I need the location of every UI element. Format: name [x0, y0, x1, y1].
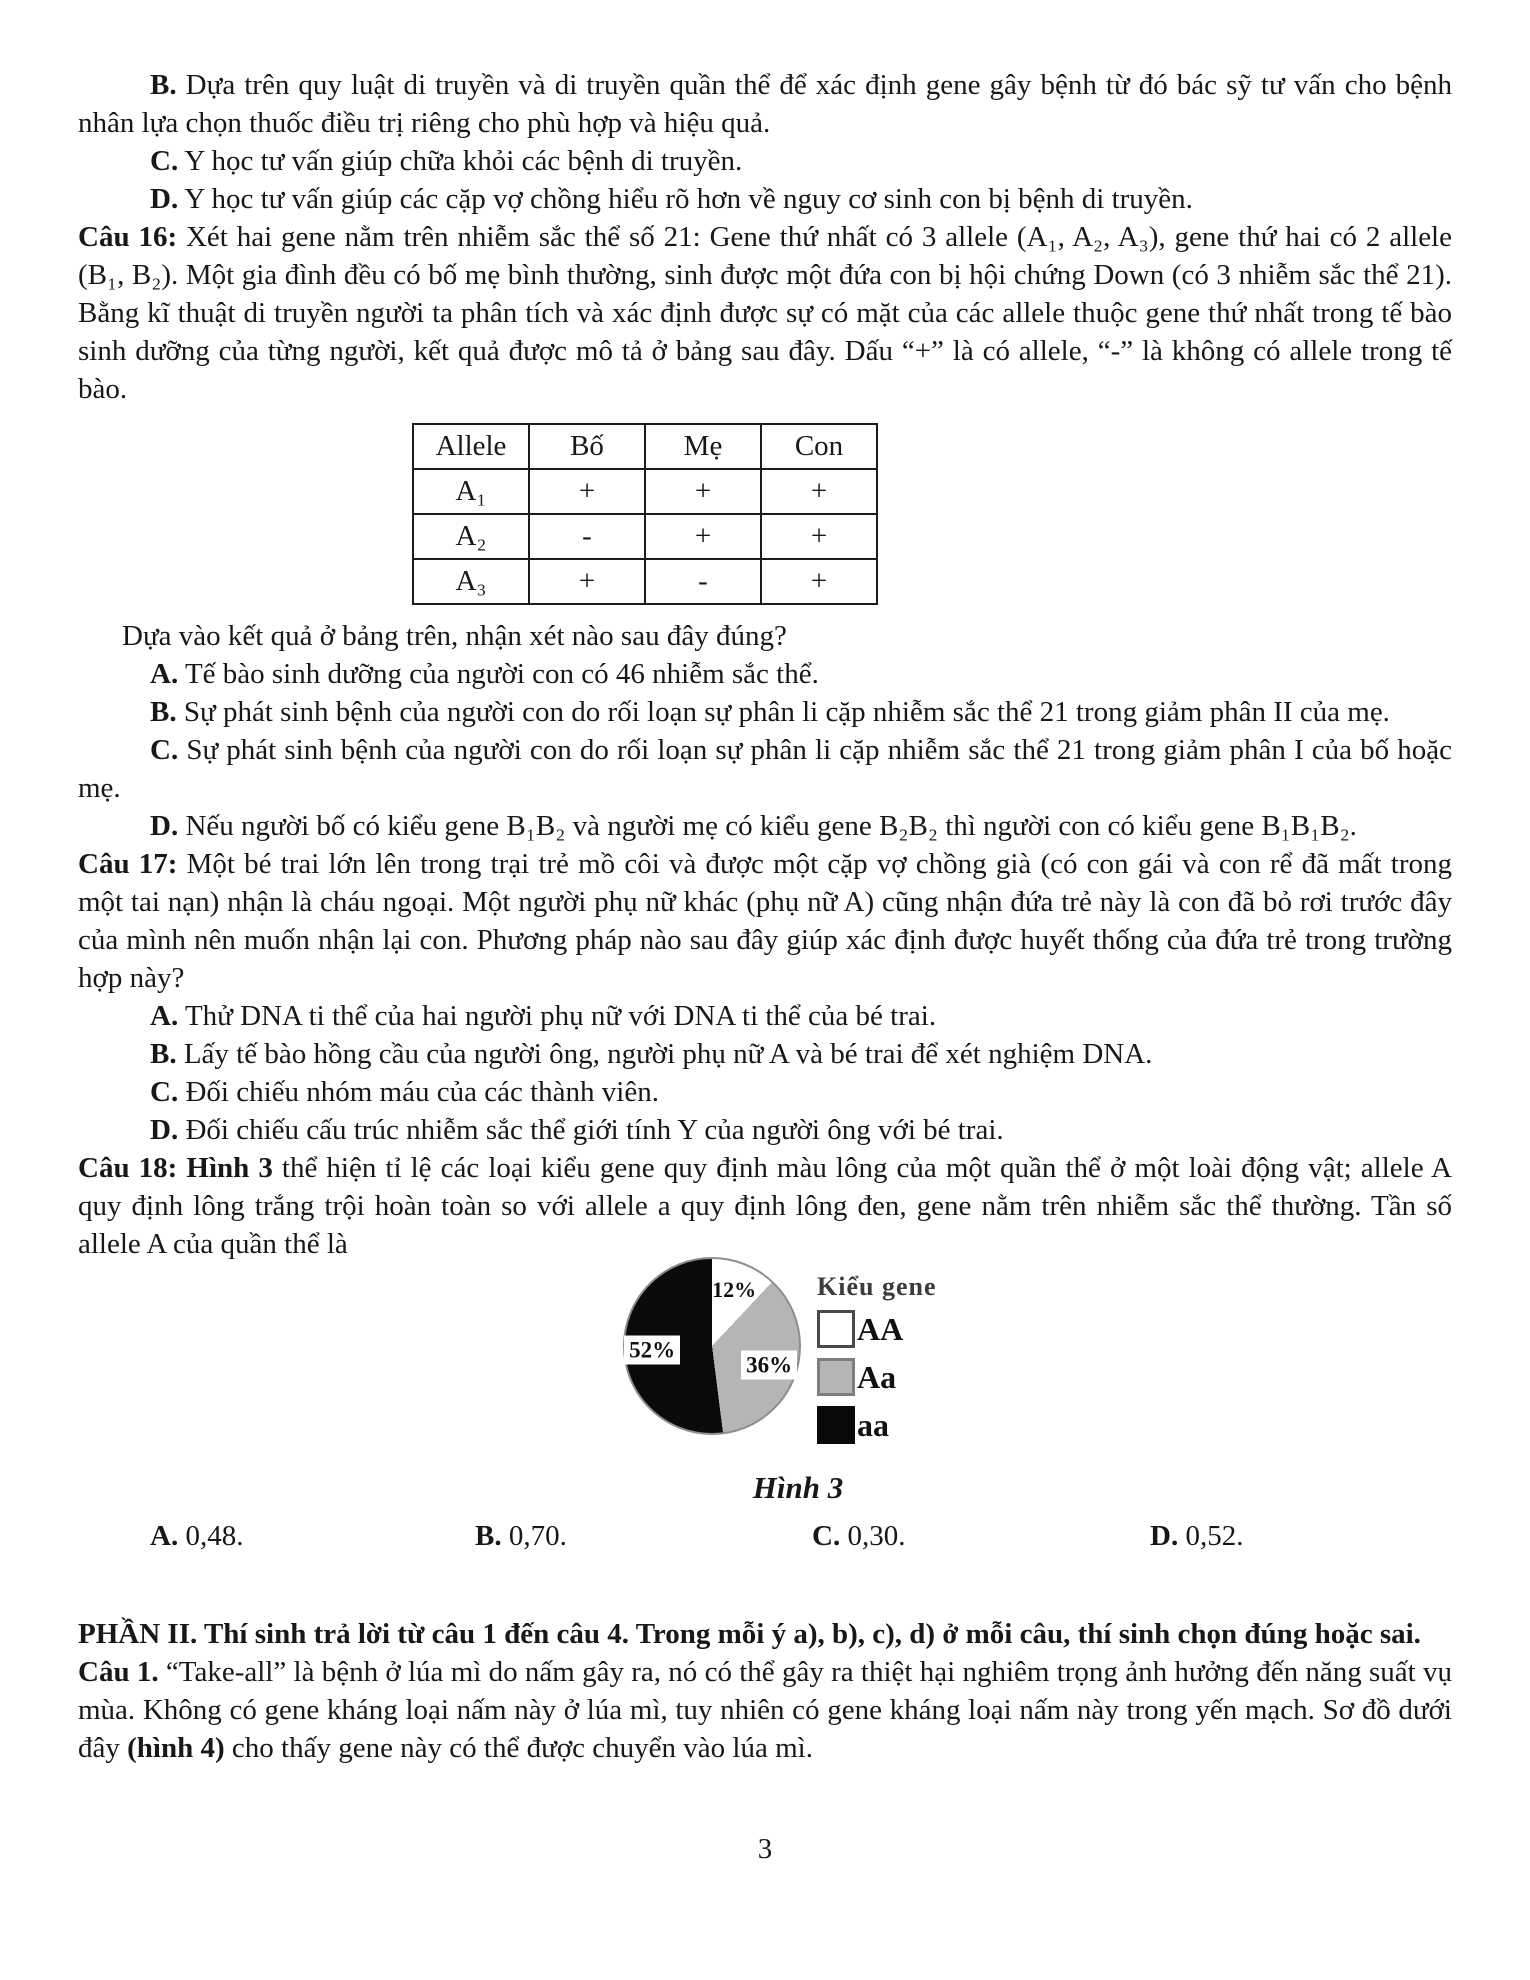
legend-item-Aa [817, 1357, 937, 1397]
question-16-prompt: Dựa vào kết quả ở bảng trên, nhận xét nào sau đây đúng? [122, 620, 787, 652]
question-17-text: Một bé trai lớn lên trong trại trẻ mồ côi và được một cặp vợ chồng già (có con gái và con rể đã mất trong một tai nạn) nhận là cháu ngoại. Một người phụ nữ khác (phụ nữ A) cũng nhận đứa trẻ này là con đã bỏ rơi trước đây của mình nên muốn nhận lại con. Phương pháp nào sau đây giúp xác định được huyết thống của đứa trẻ trong trường hợp này? [78, 848, 1453, 994]
table-cell: + [645, 469, 761, 514]
legend-label-aa: aa [857, 1407, 889, 1443]
option-label: C. [812, 1520, 841, 1552]
allele-table-header: Bố [529, 424, 645, 469]
figure-4-reference: (hình 4) [127, 1732, 225, 1764]
pie-legend [817, 1257, 937, 1453]
table-cell: + [529, 559, 645, 604]
option-text: 0,48. [185, 1520, 244, 1552]
table-cell: - [645, 559, 761, 604]
legend-item-aa [817, 1405, 937, 1445]
option-label: B. [475, 1520, 502, 1552]
pie-chart [623, 1257, 801, 1435]
option-label: C. [150, 1076, 179, 1108]
legend-title: Kiểu gene [817, 1272, 937, 1301]
allele-table-header: Con [761, 424, 877, 469]
prev-option-b [78, 66, 1452, 142]
option-text: Đối chiếu nhóm máu của các thành viên. [185, 1076, 659, 1108]
legend-item-AA [817, 1309, 937, 1349]
question-16-text: Xét hai gene nằm trên nhiễm sắc thể số 21: Gene thứ nhất có 3 allele (A₁, A₂, A₃), gene thứ hai có 2 allele (B₁, B₂). Một gia đình đều có bố mẹ bình thường, sinh được một đứa con bị hội chứng Down (có 3 nhiễm sắc thể 21). Bằng kĩ thuật di truyền người ta phân tích và xác định được sự có mặt của các allele thuộc gene thứ nhất trong tế bào sinh dưỡng của từng người, kết quả được mô tả ở bảng sau đây. Dấu “+” là có allele, “-” là không có allele trong tế bào. [78, 221, 1452, 405]
question-17-option-a [78, 997, 1452, 1035]
prev-option-d [78, 180, 1452, 218]
option-label: B. [150, 696, 177, 728]
table-cell: + [761, 469, 877, 514]
option-label: D. [150, 183, 179, 215]
question-18-stem [78, 1149, 1452, 1263]
answer-option-b [475, 1517, 567, 1555]
table-row [413, 514, 877, 559]
table-cell: A₃ [413, 559, 529, 604]
option-text: Y học tư vấn giúp các cặp vợ chồng hiểu rõ hơn về nguy cơ sinh con bị bệnh di truyền. [184, 183, 1193, 215]
table-cell: + [761, 559, 877, 604]
part2-question-1 [78, 1653, 1452, 1767]
question-16-option-a [78, 655, 1452, 693]
question-17-option-b [78, 1035, 1452, 1073]
option-label: C. [150, 145, 179, 177]
option-text: 0,52. [1185, 1520, 1244, 1552]
question-18-label: Câu 18: [78, 1152, 178, 1184]
legend-swatch-Aa [817, 1358, 855, 1396]
option-label: B. [150, 1038, 177, 1070]
allele-table-header: Allele [413, 424, 529, 469]
question-1-text-end: cho thấy gene này có thể được chuyển vào lúa mì. [231, 1732, 813, 1764]
question-18-answers [78, 1517, 1452, 1555]
prev-option-c [78, 142, 1452, 180]
table-cell: + [529, 469, 645, 514]
question-1-label: Câu 1. [78, 1656, 159, 1688]
legend-swatch-AA [817, 1310, 855, 1348]
part-2-heading: PHẦN II. Thí sinh trả lời từ câu 1 đến câu 4. Trong mỗi ý a), b), c), d) ở mỗi câu, thí sinh chọn đúng hoặc sai. [78, 1618, 1421, 1650]
option-label: A. [150, 1520, 179, 1552]
option-text: Sự phát sinh bệnh của người con do rối loạn sự phân li cặp nhiễm sắc thể 21 trong giảm phân II của mẹ. [183, 696, 1390, 728]
option-label: B. [150, 69, 177, 101]
option-text: Sự phát sinh bệnh của người con do rối loạn sự phân li cặp nhiễm sắc thể 21 trong giảm phân I của bố hoặc mẹ. [78, 734, 1453, 804]
question-16-label: Câu 16: [78, 221, 178, 253]
option-text: Nếu người bố có kiểu gene B₁B₂ và người mẹ có kiểu gene B₂B₂ thì người con có kiểu gene B₁B₁B₂. [185, 810, 1357, 842]
allele-table-header-row [413, 424, 877, 469]
legend-label-Aa: Aa [857, 1359, 897, 1395]
pie-slice-label-Aa: 36% [741, 1350, 797, 1379]
table-row [413, 559, 877, 604]
question-18-text: thể hiện tỉ lệ các loại kiểu gene quy định màu lông của một quần thể ở một loài động vật; allele A quy định lông trắng trội hoàn toàn so với allele a quy định lông đen, gene nằm trên nhiễm sắc thể thường. Tần số allele A của quần thể là [78, 1152, 1452, 1260]
figure-3-reference: Hình 3 [186, 1152, 273, 1184]
option-label: D. [1150, 1520, 1179, 1552]
pie-slice-label-AA: 12% [712, 1277, 757, 1303]
page-number: 3 [757, 1833, 773, 1865]
option-text: Thử DNA ti thể của hai người phụ nữ với DNA ti thể của bé trai. [184, 1000, 937, 1032]
table-cell: + [761, 514, 877, 559]
answer-option-d [1150, 1517, 1243, 1555]
figure-3-caption: Hình 3 [752, 1470, 844, 1505]
allele-table [412, 423, 878, 605]
option-text: Lấy tế bào hồng cầu của người ông, người phụ nữ A và bé trai để xét nghiệm DNA. [183, 1038, 1153, 1070]
question-17-option-c [78, 1073, 1452, 1111]
option-text: Đối chiếu cấu trúc nhiễm sắc thể giới tính Y của người ông với bé trai. [185, 1114, 1004, 1146]
legend-label-AA: AA [857, 1311, 904, 1347]
legend-swatch-aa [817, 1406, 855, 1444]
question-16-option-b [78, 693, 1452, 731]
option-label: D. [150, 810, 179, 842]
question-16-option-d [78, 807, 1452, 845]
answer-option-c [812, 1517, 905, 1555]
option-label: C. [150, 734, 179, 766]
option-label: A. [150, 1000, 179, 1032]
question-1-text: “Take-all” là bệnh ở lúa mì do nấm gây ra, nó có thể gây ra thiệt hại nghiêm trọng ảnh hưởng đến năng suất vụ mùa. Không có gene kháng loại nấm này ở lúa mì, tuy nhiên có gene kháng loại nấm này trong yến mạch. Sơ đồ dưới đây [78, 1656, 1453, 1764]
table-cell: - [529, 514, 645, 559]
question-17-stem [78, 845, 1452, 997]
option-label: A. [150, 658, 179, 690]
option-text: Tế bào sinh dưỡng của người con có 46 nhiễm sắc thể. [184, 658, 819, 690]
question-17-option-d [78, 1111, 1452, 1149]
answer-option-a [150, 1517, 243, 1555]
option-text: 0,30. [847, 1520, 906, 1552]
question-16-stem [78, 218, 1452, 408]
allele-table-header: Mẹ [645, 424, 761, 469]
pie-slice-label-aa: 52% [624, 1335, 680, 1364]
question-17-label: Câu 17: [78, 848, 178, 880]
figure-3 [623, 1257, 937, 1453]
option-text: Y học tư vấn giúp chữa khỏi các bệnh di truyền. [184, 145, 743, 177]
table-cell: A₁ [413, 469, 529, 514]
option-text: Dựa trên quy luật di truyền và di truyền quần thể để xác định gene gây bệnh từ đó bác sỹ tư vấn cho bệnh nhân lựa chọn thuốc điều trị riêng cho phù hợp và hiệu quả. [78, 69, 1452, 139]
table-row [413, 469, 877, 514]
question-16-option-c [78, 731, 1452, 807]
option-label: D. [150, 1114, 179, 1146]
table-cell: + [645, 514, 761, 559]
option-text: 0,70. [508, 1520, 567, 1552]
table-cell: A₂ [413, 514, 529, 559]
